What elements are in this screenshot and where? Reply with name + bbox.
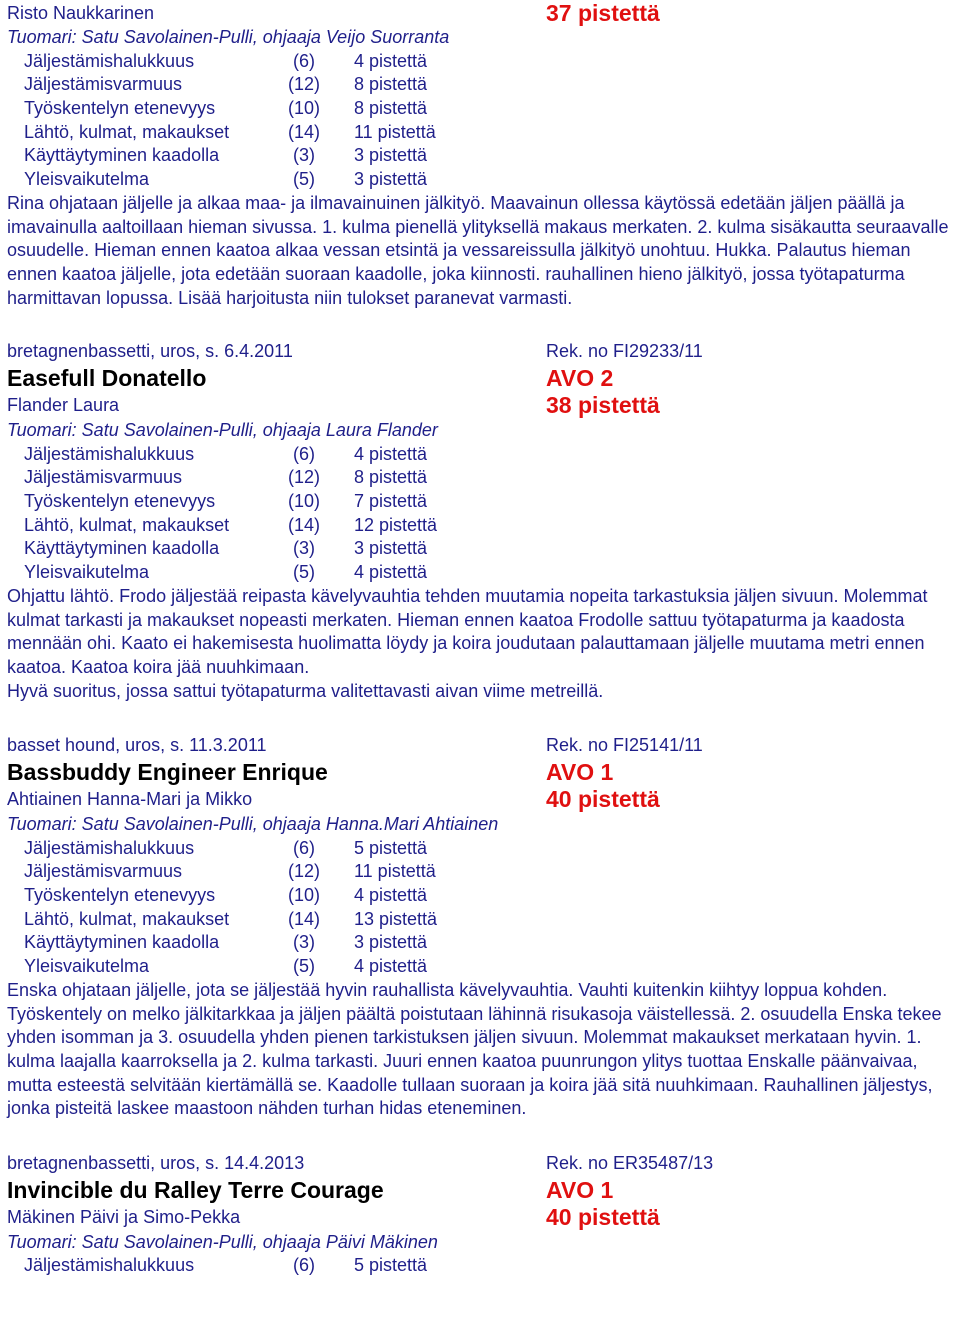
score-points: 4 pistettä — [354, 50, 428, 71]
score-points: 4 pistettä — [354, 885, 428, 906]
dog-name: Invincible du Ralley Terre Courage — [7, 1176, 384, 1203]
entry-handler-row — [7, 786, 957, 813]
breed-info: basset hound, uros, s. 11.3.2011 — [7, 735, 267, 756]
score-points: 3 pistettä — [354, 932, 428, 953]
score-label: Jäljestämisvarmuus — [24, 861, 183, 882]
judge-line: Tuomari: Satu Savolainen-Pulli, ohjaaja Veijo Suorranta — [7, 27, 450, 47]
score-table — [7, 837, 957, 979]
score-points: 4 pistettä — [354, 956, 428, 977]
score-row — [7, 884, 957, 908]
score-row — [7, 537, 957, 561]
score-row — [7, 514, 957, 538]
score-max: (6) — [293, 50, 315, 71]
score-row — [7, 908, 957, 932]
entry-breed-row — [7, 1152, 957, 1176]
entry-handler-row — [7, 392, 957, 419]
score-label: Työskentelyn etenevyys — [24, 491, 216, 512]
score-points: 8 pistettä — [354, 98, 428, 119]
entry-breed-row — [7, 340, 957, 364]
score-label: Lähtö, kulmat, makaukset — [24, 514, 230, 535]
breed-info: bretagnenbassetti, uros, s. 14.4.2013 — [7, 1153, 305, 1174]
entry-handler-row — [7, 1204, 957, 1231]
entry-dog-row — [7, 758, 957, 786]
score-row — [7, 955, 957, 979]
score-max: (3) — [293, 538, 315, 559]
score-row — [7, 144, 957, 168]
score-max: (12) — [287, 861, 320, 882]
score-label: Jäljestämishalukkuus — [24, 837, 195, 858]
score-row — [7, 97, 957, 121]
score-max: (5) — [293, 562, 315, 583]
score-label: Käyttäytyminen kaadolla — [24, 932, 220, 953]
score-points: 12 pistettä — [354, 514, 438, 535]
score-max: (12) — [287, 74, 320, 95]
score-max: (5) — [293, 169, 315, 190]
score-points: 5 pistettä — [354, 837, 428, 858]
score-row — [7, 466, 957, 490]
score-row — [7, 1254, 957, 1278]
score-max: (3) — [293, 932, 315, 953]
score-points: 8 pistettä — [354, 74, 428, 95]
entry-description: Enska ohjataan jäljelle, jota se jäljestää hyvin rauhallista kävelyvauhtia. Vauhti kuitenkin kiihtyy loppua kohden. Työskentely on melko jälkitarkkaa ja jäljen päältä poistutaan lähinnä risukasoja väistellessä. 2. osuudella Enska tekee yhden isomman ja 3. osuudella yhden pienen tarkistuksen jäljen sivuun. Molemmat makaukset merkataan hyvin. 1. kulma laajalla kaarroksella ja 2. kulma tarkasti. Juuri ennen kaatoa puunrungon ylitys tuottaa Enskalle päänvaivaa, mutta esteestä selvitään kiertämällä se. Kaadolle tullaan suoraan ja koira jää sitä nuuhkimaan. Rauhallinen jäljestys, jonka pisteitä laskee maastoon nähden turhan hidas eteneminen. — [7, 979, 942, 1119]
handler-name: Ahtiainen Hanna-Mari ja Mikko — [7, 789, 253, 810]
entry-dog-row — [7, 364, 957, 392]
entry-breed-row — [7, 734, 957, 758]
score-label: Yleisvaikutelma — [24, 169, 150, 190]
score-points: 3 pistettä — [354, 145, 428, 166]
dog-name: Easefull Donatello — [7, 365, 207, 392]
score-points: 8 pistettä — [354, 467, 428, 488]
score-label: Yleisvaikutelma — [24, 956, 150, 977]
score-points: 11 pistettä — [354, 861, 436, 882]
handler-name: Risto Naukkarinen — [7, 3, 155, 23]
score-points: 3 pistettä — [354, 538, 428, 559]
score-max: (14) — [287, 908, 320, 929]
score-row — [7, 50, 957, 74]
score-label: Käyttäytyminen kaadolla — [24, 145, 220, 166]
score-table — [7, 443, 957, 585]
results-document — [7, 0, 957, 1278]
score-max: (14) — [287, 121, 320, 142]
score-points: 4 pistettä — [354, 562, 428, 583]
entry-description: Rina ohjataan jäljelle ja alkaa maa- ja ilmavainuinen jälkityö. Maavainun ollessa käytössä edetään jäljen päällä ja imavainulla aaltoillaan hieman sivussa. 1. kulma pienellä ylityksellä makaus merkaten. 2. kulma sisäkautta seuraavalle osuudelle. Hieman ennen kaatoa alkaa vessan etsintä ja vessareissulla jälkityö unohtuu. Hukka. Palautus hieman ennen kaatoa jäljelle, jota edetään suoraan kaadolle, joka kiinnosti. rauhallinen hieno jälkityö, jossa työtapaturma harmittavan lopussa. Lisää harjoitusta niin tulokset paranevat varmasti. — [7, 192, 949, 308]
score-row — [7, 561, 957, 585]
score-max: (6) — [293, 1255, 315, 1276]
score-row — [7, 931, 957, 955]
score-table — [7, 50, 957, 192]
score-row — [7, 73, 957, 97]
total-points: 38 pistettä — [546, 392, 660, 419]
registration-number: Rek. no FI25141/11 — [546, 735, 703, 756]
score-max: (14) — [287, 514, 320, 535]
registration-number: Rek. no FI29233/11 — [546, 341, 703, 362]
score-points: 11 pistettä — [354, 121, 436, 142]
score-max: (10) — [287, 98, 320, 119]
score-max: (12) — [287, 467, 320, 488]
score-row — [7, 490, 957, 514]
score-label: Jäljestämisvarmuus — [24, 74, 183, 95]
score-points: 5 pistettä — [354, 1255, 428, 1276]
entry-description: Ohjattu lähtö. Frodo jäljestää reipasta kävelyvauhtia tehden muutamia nopeita tarkastuksia jäljen sivuun. Molemmat kulmat tarkasti ja makaukset nopeasti merkaten. Hieman ennen kaatoa Frodolle sattuu työtapaturma ja kaadosta mennään ohi. Kaato ei hakemisesta huolimatta löydy ja koira joudutaan palauttamaan jäljelle muutama metri ennen kaatoa. Kaatoa koira jää nuuhkimaan. — [7, 585, 928, 677]
judge-line: Tuomari: Satu Savolainen-Pulli, ohjaaja Päivi Mäkinen — [7, 1231, 438, 1252]
judge-line: Tuomari: Satu Savolainen-Pulli, ohjaaja Laura Flander — [7, 420, 438, 441]
score-max: (6) — [293, 443, 315, 464]
score-label: Yleisvaikutelma — [24, 562, 150, 583]
score-label: Työskentelyn etenevyys — [24, 885, 216, 906]
score-row — [7, 837, 957, 861]
score-label: Jäljestämishalukkuus — [24, 443, 195, 464]
score-max: (5) — [293, 956, 315, 977]
score-points: 4 pistettä — [354, 443, 428, 464]
score-row — [7, 121, 957, 145]
registration-number: Rek. no ER35487/13 — [546, 1153, 714, 1174]
score-row — [7, 168, 957, 192]
score-points: 13 pistettä — [354, 908, 438, 929]
score-label: Jäljestämishalukkuus — [24, 1255, 195, 1276]
score-table — [7, 1254, 957, 1278]
entry-handler-row — [7, 0, 957, 26]
score-label: Jäljestämishalukkuus — [24, 50, 195, 71]
score-label: Jäljestämisvarmuus — [24, 467, 183, 488]
score-points: 7 pistettä — [354, 491, 428, 512]
score-row — [7, 443, 957, 467]
award-class: AVO 1 — [546, 759, 614, 786]
entry-summary: Hyvä suoritus, jossa sattui työtapaturma valitettavasti aivan viime metreillä. — [7, 680, 604, 701]
breed-info: bretagnenbassetti, uros, s. 6.4.2011 — [7, 341, 293, 362]
total-points: 40 pistettä — [546, 1203, 660, 1230]
score-points: 3 pistettä — [354, 169, 428, 190]
score-max: (3) — [293, 145, 315, 166]
score-label: Käyttäytyminen kaadolla — [24, 538, 220, 559]
score-max: (10) — [287, 491, 320, 512]
score-label: Työskentelyn etenevyys — [24, 98, 216, 119]
total-points: 40 pistettä — [546, 786, 660, 813]
award-class: AVO 2 — [546, 365, 614, 392]
score-max: (6) — [293, 837, 315, 858]
handler-name: Flander Laura — [7, 395, 120, 416]
handler-name: Mäkinen Päivi ja Simo-Pekka — [7, 1206, 241, 1227]
judge-line: Tuomari: Satu Savolainen-Pulli, ohjaaja Hanna.Mari Ahtiainen — [7, 814, 499, 835]
score-label: Lähtö, kulmat, makaukset — [24, 908, 230, 929]
total-points: 37 pistettä — [546, 0, 660, 26]
entry-dog-row — [7, 1176, 957, 1204]
score-label: Lähtö, kulmat, makaukset — [24, 121, 230, 142]
score-row — [7, 860, 957, 884]
score-max: (10) — [287, 885, 320, 906]
dog-name: Bassbuddy Engineer Enrique — [7, 759, 328, 786]
award-class: AVO 1 — [546, 1176, 614, 1203]
